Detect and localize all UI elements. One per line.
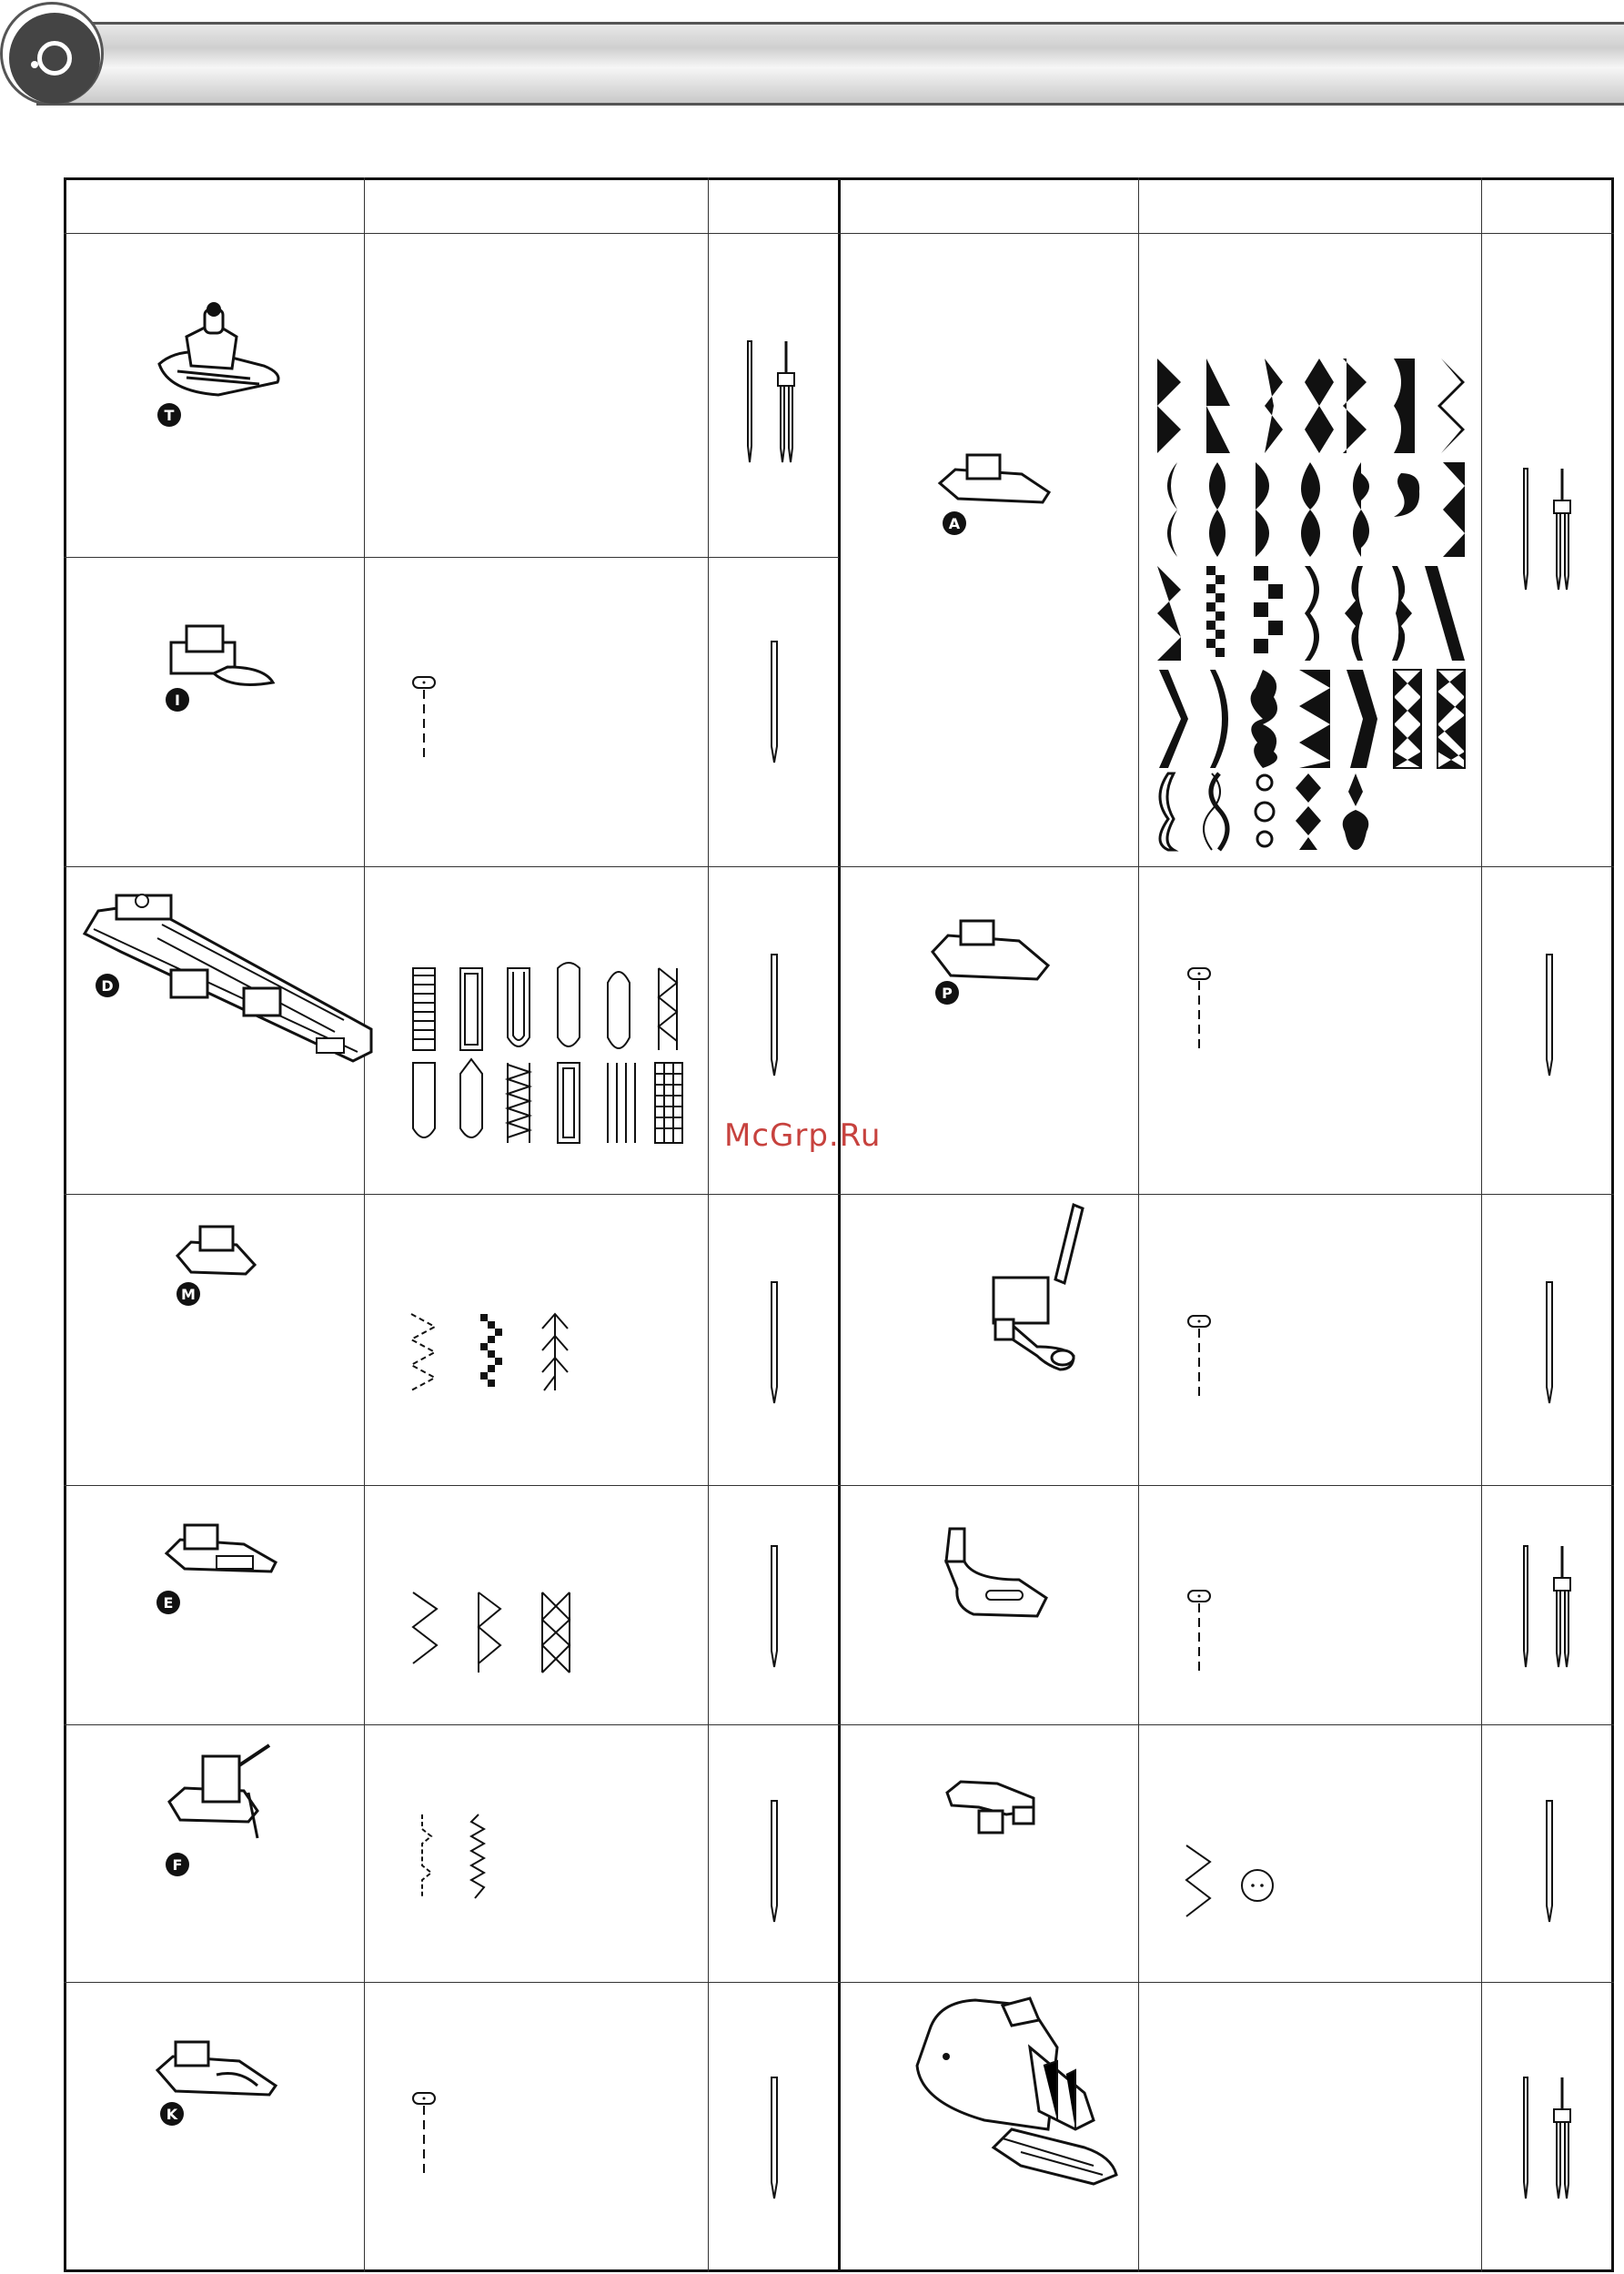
overcasting-stitches-icon bbox=[409, 1589, 582, 1676]
button-foot-illustration bbox=[943, 1774, 1043, 1843]
button-sewing-stitch-icon bbox=[1183, 1842, 1283, 1929]
single-needle-icon bbox=[1541, 1796, 1559, 1924]
walking-foot-illustration bbox=[912, 1993, 1123, 2193]
straight-stitch-icon bbox=[1185, 1587, 1221, 1678]
single-needle-icon bbox=[1541, 950, 1559, 1077]
single-needle-icon bbox=[766, 950, 784, 1077]
foot-label-t: T bbox=[157, 403, 181, 427]
twin-needle-icon bbox=[739, 337, 812, 464]
single-needle-icon bbox=[766, 637, 784, 764]
foot-label-f: F bbox=[166, 1853, 189, 1876]
buttonhole-stitches-icon bbox=[408, 965, 690, 1147]
foot-k-illustration bbox=[153, 2038, 280, 2111]
watermark: McGrp.Ru bbox=[724, 1117, 882, 1154]
foot-label-a: A bbox=[943, 511, 966, 535]
foot-label-k: K bbox=[160, 2102, 184, 2126]
foot-m-illustration bbox=[173, 1219, 264, 1292]
single-needle-icon bbox=[1541, 1278, 1559, 1405]
foot-e-illustration bbox=[162, 1521, 280, 1594]
stretch-stitches-icon bbox=[408, 1310, 590, 1401]
single-needle-icon bbox=[766, 2073, 784, 2200]
foot-t-illustration bbox=[150, 300, 296, 419]
foot-label-e: E bbox=[156, 1591, 180, 1614]
twin-needle-icon bbox=[1515, 464, 1588, 591]
foot-label-i: I bbox=[166, 688, 189, 712]
single-needle-icon bbox=[766, 1796, 784, 1924]
foot-label-d: D bbox=[96, 974, 119, 997]
foot-label-p: P bbox=[935, 981, 959, 1005]
straight-stitch-icon bbox=[409, 673, 446, 764]
single-needle-icon bbox=[766, 1541, 784, 1669]
twin-needle-icon bbox=[1515, 2073, 1588, 2200]
twin-needle-icon bbox=[1515, 1541, 1588, 1669]
satin-decorative-stitches-icon bbox=[1155, 355, 1474, 855]
foot-label-m: M bbox=[177, 1282, 200, 1306]
straight-stitch-icon bbox=[1185, 965, 1221, 1056]
foot-f-blindhem-illustration bbox=[162, 1738, 280, 1856]
single-needle-icon bbox=[766, 1278, 784, 1405]
straight-stitch-icon bbox=[1185, 1312, 1221, 1403]
blind-hem-stitches-icon bbox=[415, 1811, 515, 1902]
darning-foot-illustration bbox=[983, 1201, 1101, 1383]
foot-d-buttonhole-illustration bbox=[80, 879, 380, 1097]
straight-stitch-icon bbox=[409, 2089, 446, 2180]
straight-stitch-foot-illustration bbox=[937, 1525, 1055, 1625]
